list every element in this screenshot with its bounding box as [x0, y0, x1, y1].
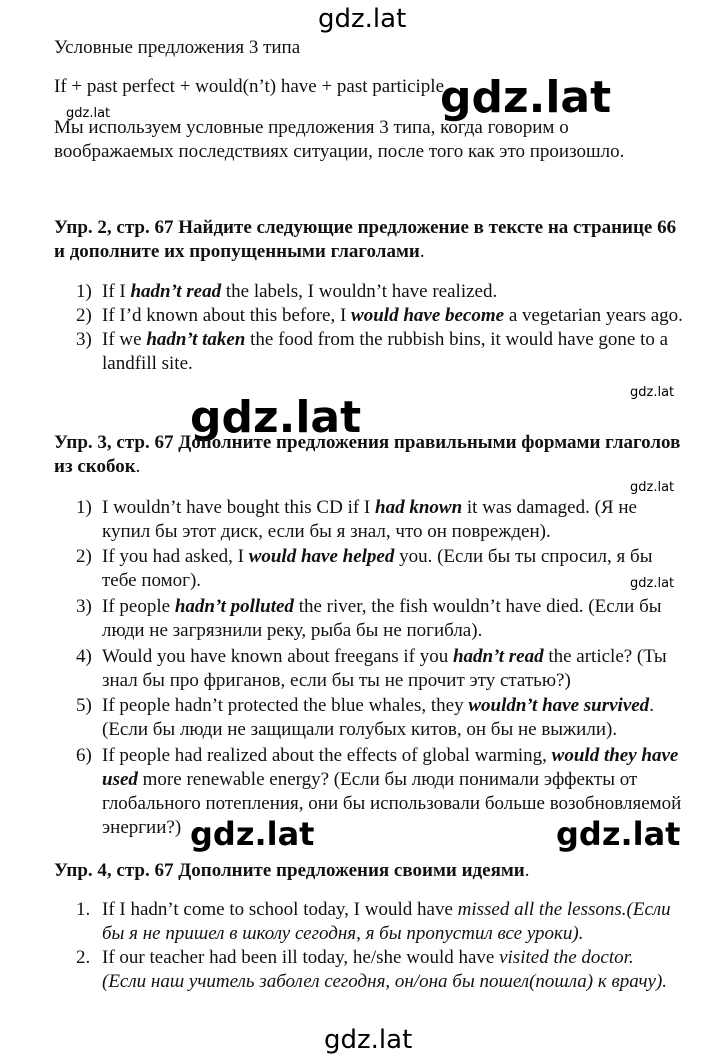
watermark-bottom-right: gdz.lat — [556, 815, 681, 853]
exercise-4-item: 1. If I hadn’t come to school today, I would have missed all the lessons.(Если бы я не пришел в школу сегодня, я бы пропустил все уроки). — [76, 899, 671, 944]
watermark-small-4: gdz.lat — [630, 576, 675, 591]
watermark-footer: gdz.lat — [324, 1025, 413, 1055]
intro-title: Условные предложения 3 типа — [54, 37, 301, 58]
exercise-3-item: 5) If people hadn’t protected the blue whales, they wouldn’t have survived. (Если бы люди не защищали голубых китов, он бы не выжили). — [76, 695, 654, 740]
watermark-large-1: gdz.lat — [440, 72, 612, 123]
exercise-3-heading-line-2: из скобок. — [54, 456, 141, 477]
intro-formula: If + past perfect + would(n’t) have + past participle — [54, 76, 445, 97]
exercise-4-item: 2. If our teacher had been ill today, he/she would have visited the doctor.(Если наш учитель заболел сегодня, он/она бы пошел(пошла) к врачу). — [76, 947, 668, 992]
watermark-large-2: gdz.lat — [190, 392, 362, 443]
exercise-3-item: 4) Would you have known about freegans if you hadn’t read the article? (Ты знал бы про фриганов, если бы ты не прочит эту статью?) — [76, 646, 667, 691]
exercise-3-item: 2) If you had asked, I would have helped you. (Если бы ты спросил, я бы тебе помог). — [76, 546, 653, 591]
exercise-3-item: 1) I wouldn’t have bought this CD if I had known it was damaged. (Я не купил бы этот диск, если бы я знал, что он поврежден). — [76, 497, 637, 542]
watermark-bottom-left: gdz.lat — [190, 815, 315, 853]
exercise-2-heading-line-2: и дополните их пропущенными глаголами. — [54, 241, 425, 262]
exercise-2-item: 2) If I’d known about this before, I would have become a vegetarian years ago. — [76, 305, 683, 326]
exercise-3-item: 6) If people had realized about the effects of global warming, would they have used more renewable energy? (Если бы люди понимали эффекты от глобального потепления, они бы использовали больше возобновляемой энергии?) — [76, 745, 682, 838]
watermark-small-1: gdz.lat — [66, 106, 111, 121]
intro-description-line-1: Мы используем условные предложения 3 типа, когда говорим о — [54, 117, 569, 138]
exercise-2-item: 3) If we hadn’t taken the food from the rubbish bins, it would have gone to a landfill site. — [76, 329, 669, 374]
exercise-2-heading-line-1: Упр. 2, стр. 67 Найдите следующие предложение в тексте на странице 66 — [54, 217, 677, 238]
intro-description-line-2: воображаемых последствиях ситуации, после того как это произошло. — [54, 141, 625, 162]
watermark-small-2: gdz.lat — [630, 385, 675, 400]
exercise-3-heading-line-1: Упр. 3, стр. 67 Дополните предложения правильными формами глаголов — [54, 432, 681, 453]
exercise-2-item: 1) If I hadn’t read the labels, I wouldn’t have realized. — [76, 281, 498, 302]
watermark-top: gdz.lat — [318, 4, 407, 34]
exercise-3-item: 3) If people hadn’t polluted the river, the fish wouldn’t have died. (Если бы люди не загрязнили реку, рыба бы не погибла). — [76, 596, 662, 641]
exercise-4-heading: Упр. 4, стр. 67 Дополните предложения своими идеями. — [54, 860, 530, 881]
watermark-small-3: gdz.lat — [630, 480, 675, 495]
